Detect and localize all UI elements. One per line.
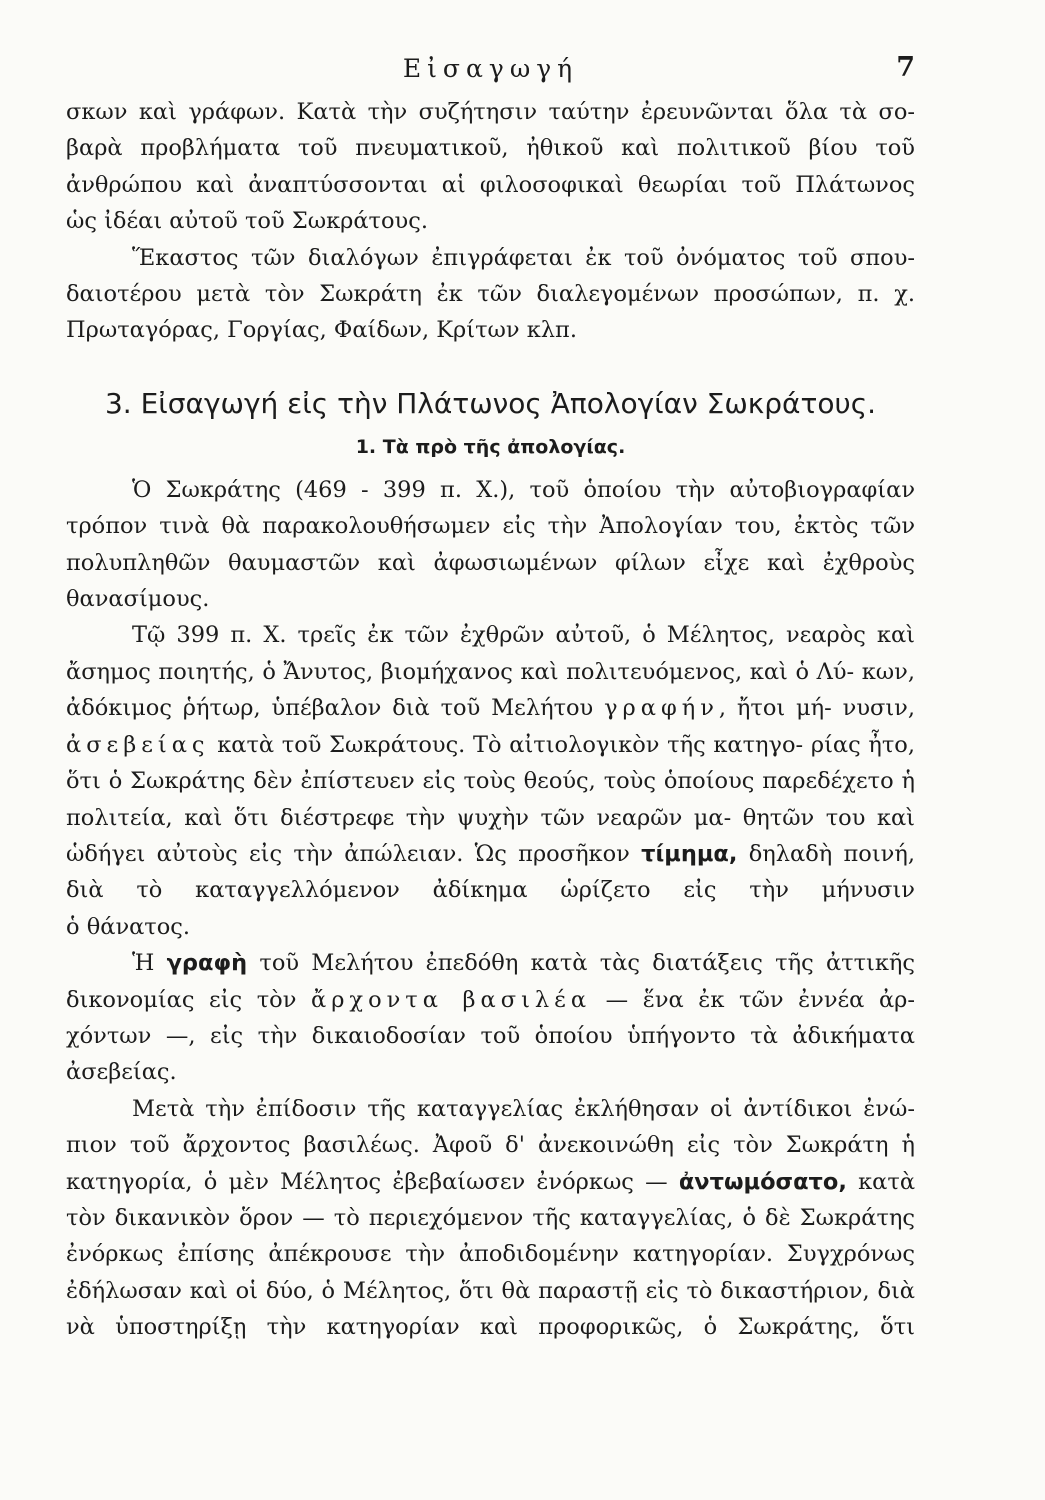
page-number: 7 — [896, 52, 915, 83]
body-text — [66, 94, 915, 1346]
text-line: ὁ θάνατος. — [66, 913, 191, 940]
text-line: τῶν πολυπληθῶν θαυμαστῶν καὶ ἀφωσιωμένων φίλων εἶχε καὶ ἐχθροὺς — [66, 513, 916, 576]
text-line: διὰ νὰ ὑποστηρίξῃ τὴν κατηγορίαν καὶ προφορικῶς, ὁ Σωκράτης, ὅτι — [66, 1277, 915, 1341]
text-line: Πρωταγόρας, Γοργίας, Φαίδων, Κρίτων κλπ. — [66, 317, 577, 344]
text-line: τοῦ Μελήτου ἐπεδόθη κατὰ τὰς διατάξεις τῆς ἀττικῆς — [259, 950, 915, 977]
running-head — [66, 50, 915, 94]
text-line: δαιοτέρου μετὰ τὸν Σωκράτη ἐκ τῶν διαλεγομένων προσώπων, π. χ. — [66, 281, 915, 308]
text-line: σκων καὶ γράφων. Κατὰ τὴν συζήτησιν ταύτην ἐρευνῶνται ὅλα τὰ σο- — [66, 99, 915, 125]
paragraph-1-end — [66, 203, 915, 239]
text-line: παρεδέχετο ἡ πολιτεία, καὶ ὅτι διέστρεφε τὴν ψυχὴν τῶν νεαρῶν μα- — [66, 768, 915, 831]
text-line: δηλαδὴ ποινή, διὰ τὸ καταγγελλόμενον ἀδίκημα ὡρίζετο εἰς τὴν μήνυσιν — [66, 840, 915, 904]
paragraph-5 — [66, 945, 915, 1054]
text-line: , ἤτοι μή- — [718, 695, 832, 722]
text-line: κατὰ τοῦ Σωκράτους. Τὸ αἰτιολογικὸν τῆς κατηγο- — [217, 731, 804, 758]
paragraph-4 — [66, 617, 915, 908]
text-line: θητῶν του καὶ ὡδήγει αὐτοὺς εἰς τὴν ἀπώλειαν. Ὡς προσῆκον — [66, 804, 915, 867]
text-line: βαρὰ προβλήματα τοῦ πνευματικοῦ, ἠθικοῦ καὶ πολιτικοῦ βίου τοῦ — [66, 135, 915, 162]
bold-term: γραφὴ — [166, 950, 248, 977]
paragraph-6 — [66, 1091, 915, 1346]
text-line: — ἕνα ἐκ τῶν ἐννέα ἀρ- — [605, 986, 916, 1013]
text-line: πιον τοῦ ἄρχοντος βασιλέως. Ἀφοῦ δ' ἀνεκοινώθη εἰς τὸν Σωκράτη — [66, 1132, 889, 1159]
text-line: χόντων —, εἰς τὴν δικαιοδοσίαν τοῦ ὁποίου ὑπήγοντο τὰ ἀδικήματα — [66, 1022, 915, 1049]
paragraph-2-end — [66, 312, 915, 348]
paragraph-4-end — [66, 909, 915, 945]
text-line: Ἡ — [132, 950, 155, 977]
text-line: ἀνθρώπου καὶ ἀναπτύσσονται αἱ φιλοσοφικαὶ θεωρίαι τοῦ Πλάτωνος — [66, 171, 915, 198]
text-line: ἀσεβείας. — [66, 1059, 177, 1086]
emphasis-spaced: γραφήν — [604, 695, 719, 722]
section-heading: 3. Εἰσαγωγή εἰς τὴν Πλάτωνος Ἀπολογίαν Σωκράτους. — [104, 386, 877, 420]
text-line: νυσιν, — [842, 695, 916, 722]
text-line: Ἕκαστος τῶν διαλόγων ἐπιγράφεται ἐκ τοῦ ὀνόματος τοῦ σπου- — [132, 244, 915, 271]
text-line: δικονομίας εἰς τὸν — [66, 986, 297, 1013]
bold-term: τίμημα, — [641, 840, 738, 867]
text-line: ἡ κατηγορία, ὁ μὲν Μέλητος ἐβεβαίωσεν ἐνόρκως — — [66, 1132, 915, 1195]
text-line: Μετὰ τὴν ἐπίδοσιν τῆς καταγγελίας ἐκλήθησαν οἱ ἀντίδικοι ἐνώ- — [132, 1095, 915, 1122]
text-line: ἐδήλωσαν καὶ οἱ δύο, ὁ Μέλητος, ὅτι θὰ παραστῇ εἰς τὸ δικαστήριον, — [66, 1277, 870, 1304]
paragraph-1 — [66, 94, 915, 203]
text-line: τρόπον τινὰ θὰ παρακολουθήσωμεν εἰς τὴν Ἀπολογίαν του, ἐκτὸς — [66, 513, 859, 540]
bold-term: ἀντωμόσατο, — [678, 1168, 847, 1195]
paragraph-5-end — [66, 1054, 915, 1090]
running-title: Εἰσαγωγή — [402, 54, 579, 83]
text-line: τὸν δικανικὸν ὅρον — τὸ περιεχόμενον τῆς καταγγελίας, ὁ δὲ Σωκράτης — [66, 1204, 915, 1231]
text-line: Τῷ 399 π. Χ. τρεῖς ἐκ τῶν ἐχθρῶν αὐτοῦ, ὁ Μέλητος, νεαρὸς καὶ — [132, 622, 915, 649]
emphasis-spaced: ἀσεβείας — [66, 731, 210, 758]
paragraph-3-end — [66, 581, 915, 617]
subsection-heading: 1. Τὰ πρὸ τῆς ἀπολογίας. — [355, 435, 626, 458]
text-line: κατὰ — [858, 1168, 916, 1195]
emphasis-spaced: ἄρχοντα βασιλέα — [311, 986, 592, 1013]
text-line: ἐνόρκως ἐπίσης ἀπέκρουσε τὴν ἀποδιδομένην κατηγορίαν. Συγχρόνως — [66, 1241, 915, 1268]
text-line: Ὁ Σωκράτης (469 - 399 π. Χ.), τοῦ ὁποίου τὴν αὐτοβιογραφίαν — [132, 476, 915, 503]
text-line: ἄσημος ποιητής, ὁ Ἄνυτος, βιομήχανος καὶ πολιτευόμενος, καὶ ὁ Λύ- — [66, 658, 855, 685]
text-line: ὡς ἰδέαι αὐτοῦ τοῦ Σωκράτους. — [66, 208, 428, 235]
text-line: ρίας ἦτο, ὅτι ὁ Σωκράτης δὲν ἐπίστευεν εἰς τοὺς θεούς, τοὺς ὁποίους — [66, 731, 916, 795]
text-line: κων, ἀδόκιμος ῥήτωρ, ὑπέβαλον διὰ τοῦ Μελήτου — [66, 658, 915, 722]
paragraph-3 — [66, 472, 915, 581]
text-line: θανασίμους. — [66, 586, 210, 613]
paragraph-2 — [66, 240, 915, 313]
